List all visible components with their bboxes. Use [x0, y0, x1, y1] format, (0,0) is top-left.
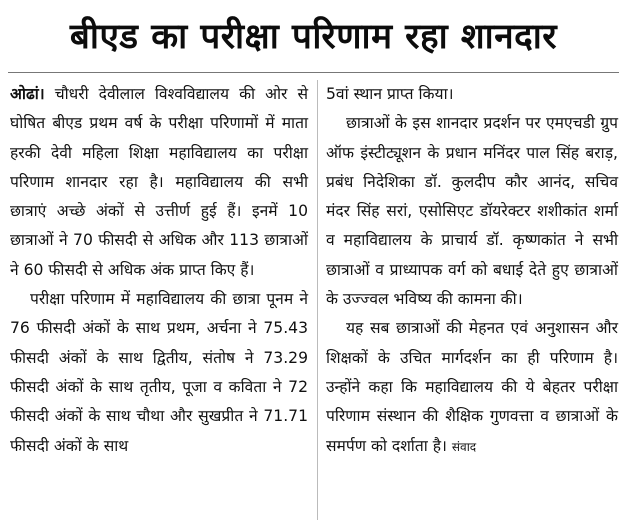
headline: बीएड का परीक्षा परिणाम रहा शानदार: [69, 17, 558, 57]
article-paragraph: छात्राओं के इस शानदार प्रदर्शन पर एमएचडी ग्रुप ऑफ इंस्टीट्यूशन के प्रधान मनिंदर पाल सिंह बराड़, प्रबंध निदेशिका डॉ. कुलदीप कौर आनंद, सचिव मंदर सिंह सरां, एसोसिएट डॉयरेक्टर शशीकांत शर्मा व महाविद्यालय के प्राचार्य डॉ. कृष्णकांत ने सभी छात्राओं व प्राध्यापक वर्ग को बधाई देते हुए छात्राओं के उज्ज्वल भविष्य की कामना की।: [326, 114, 618, 309]
article-paragraph: परीक्षा परिणाम में महाविद्यालय की छात्रा पूनम ने 76 फीसदी अंकों के साथ प्रथम, अर्चना ने 75.43 फीसदी अंकों के साथ द्वितीय, संतोष ने 73.29 फीसदी अंकों के साथ तृतीय, पूजा व कविता ने 72 फीसदी अंकों के साथ चौथा और सुखप्रीत ने 71.71 फीसदी अंकों के साथ: [10, 290, 308, 455]
article-paragraph: [326, 314, 618, 461]
article-column-right: [326, 80, 618, 462]
column-divider: [317, 80, 318, 520]
article-paragraph: [10, 80, 308, 285]
headline-rule: [8, 72, 619, 73]
byline: संवाद: [451, 439, 477, 454]
dateline: ओढां।: [10, 85, 45, 103]
paragraph-text: यह सब छात्राओं की मेहनत एवं अनुशासन और शिक्षकों के उचित मार्गदर्शन का ही परिणाम है। उन्होंने कहा कि महाविद्यालय की ये बेहतर परीक्षा परिणाम संस्थान की शैक्षिक गुणवत्ता व छात्राओं के समर्पण को दर्शाता है।: [326, 319, 618, 455]
paragraph-text: चौधरी देवीलाल विश्वविद्यालय की ओर से घोषित बीएड प्रथम वर्ष के परीक्षा परिणामों में माता हरकी देवी महिला शिक्षा महाविद्यालय का परीक्षा परिणाम शानदार रहा है। महाविद्यालय की सभी छात्राएं अच्छे अंकों से उत्तीर्ण हुई हैं। इनमें 10 छात्राओं ने 70 फीसदी से अधिक और 113 छात्राओं ने 60 फीसदी से अधिक अंक प्राप्त किए हैं।: [10, 85, 308, 279]
article-paragraph: 5वां स्थान प्राप्त किया।: [326, 85, 454, 103]
article-column-left: [10, 80, 308, 461]
